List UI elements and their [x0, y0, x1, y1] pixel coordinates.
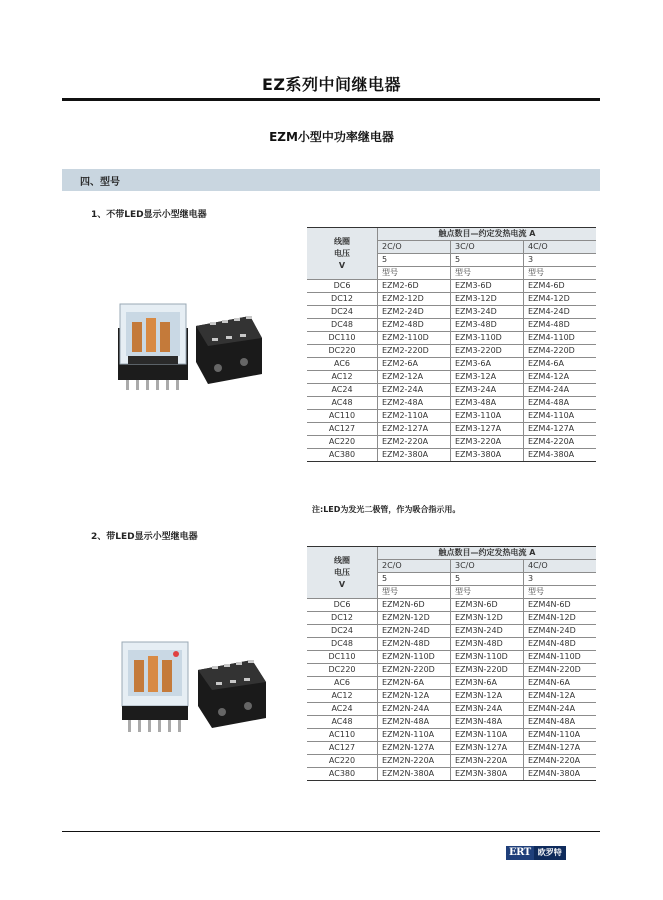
coil-voltage-header: 线圈 电压 V: [307, 547, 378, 599]
model-cell: EZM2N-127A: [378, 742, 451, 755]
model-cell: EZM3N-24D: [451, 625, 524, 638]
rated-current: 3: [524, 254, 597, 267]
model-cell: EZM2-12A: [378, 371, 451, 384]
table-row: [307, 755, 596, 768]
voltage-cell: AC48: [307, 716, 378, 729]
section-heading: 四、型号: [80, 177, 120, 188]
table-row: [307, 280, 596, 293]
led-note: 注:LED为发光二极管，作为吸合指示用。: [312, 505, 461, 514]
model-cell: EZM2N-6A: [378, 677, 451, 690]
table-row: [307, 345, 596, 358]
voltage-cell: AC48: [307, 397, 378, 410]
voltage-cell: DC24: [307, 625, 378, 638]
table-row: [307, 612, 596, 625]
section-band: [62, 169, 600, 191]
model-label: 型号: [524, 586, 597, 599]
model-cell: EZM3N-48A: [451, 716, 524, 729]
model-cell: EZM2-48A: [378, 397, 451, 410]
table-row: [307, 332, 596, 345]
table1-heading: 1、不带LED显示小型继电器: [91, 210, 207, 220]
contact-config: 4C/O: [524, 560, 597, 573]
model-cell: EZM2N-220A: [378, 755, 451, 768]
contact-config: 4C/O: [524, 241, 597, 254]
table-row: [307, 423, 596, 436]
model-cell: EZM4N-380A: [524, 768, 597, 781]
model-cell: EZM2-220D: [378, 345, 451, 358]
model-cell: EZM2-12D: [378, 293, 451, 306]
model-cell: EZM3N-48D: [451, 638, 524, 651]
model-cell: EZM2-110A: [378, 410, 451, 423]
model-cell: EZM4N-24D: [524, 625, 597, 638]
model-cell: EZM4N-127A: [524, 742, 597, 755]
voltage-cell: AC110: [307, 729, 378, 742]
voltage-cell: DC48: [307, 319, 378, 332]
table-row: [307, 625, 596, 638]
voltage-cell: DC48: [307, 638, 378, 651]
model-cell: EZM4N-12D: [524, 612, 597, 625]
model-cell: EZM2N-24D: [378, 625, 451, 638]
contact-config: 2C/O: [378, 241, 451, 254]
table-row: [307, 690, 596, 703]
voltage-cell: AC24: [307, 703, 378, 716]
model-cell: EZM3N-380A: [451, 768, 524, 781]
model-cell: EZM3-220D: [451, 345, 524, 358]
contact-config: 2C/O: [378, 560, 451, 573]
table-row: [307, 729, 596, 742]
brand-logo: [506, 846, 566, 860]
model-cell: EZM3N-12D: [451, 612, 524, 625]
table-row: [307, 293, 596, 306]
model-cell: EZM2N-12D: [378, 612, 451, 625]
model-cell: EZM4N-48D: [524, 638, 597, 651]
model-label: 型号: [524, 267, 597, 280]
model-cell: EZM2N-110A: [378, 729, 451, 742]
voltage-cell: DC220: [307, 345, 378, 358]
table-row: [307, 319, 596, 332]
model-cell: EZM4N-110D: [524, 651, 597, 664]
model-cell: EZM3-380A: [451, 449, 524, 462]
voltage-cell: DC220: [307, 664, 378, 677]
contact-config: 3C/O: [451, 241, 524, 254]
model-cell: EZM2N-24A: [378, 703, 451, 716]
voltage-cell: AC6: [307, 677, 378, 690]
table2-heading: 2、带LED显示小型继电器: [91, 532, 198, 542]
model-cell: EZM4-12D: [524, 293, 597, 306]
voltage-cell: AC127: [307, 742, 378, 755]
model-cell: EZM3N-127A: [451, 742, 524, 755]
model-cell: EZM4-127A: [524, 423, 597, 436]
table-row: [307, 742, 596, 755]
table-row: [307, 397, 596, 410]
table-row: [307, 599, 596, 612]
model-table-with-led: [307, 546, 596, 781]
model-table-no-led: [307, 227, 596, 462]
model-cell: EZM3-24D: [451, 306, 524, 319]
model-cell: EZM4-6D: [524, 280, 597, 293]
model-cell: EZM4N-220A: [524, 755, 597, 768]
contact-current-header: 触点数目—约定发热电流 A: [378, 547, 597, 560]
contact-config: 3C/O: [451, 560, 524, 573]
voltage-cell: AC6: [307, 358, 378, 371]
model-cell: EZM4-110A: [524, 410, 597, 423]
logo-text: 欧罗特: [534, 846, 566, 860]
voltage-cell: DC24: [307, 306, 378, 319]
model-cell: EZM3-6D: [451, 280, 524, 293]
model-cell: EZM2N-12A: [378, 690, 451, 703]
table-row: [307, 449, 596, 462]
model-cell: EZM3N-6A: [451, 677, 524, 690]
rated-current: 5: [378, 573, 451, 586]
model-cell: EZM4N-48A: [524, 716, 597, 729]
model-cell: EZM2-127A: [378, 423, 451, 436]
page-subtitle: EZM小型中功率继电器: [269, 130, 394, 144]
model-cell: EZM2-6A: [378, 358, 451, 371]
model-cell: EZM2N-6D: [378, 599, 451, 612]
model-cell: EZM4-110D: [524, 332, 597, 345]
model-cell: EZM4-48D: [524, 319, 597, 332]
model-cell: EZM2-48D: [378, 319, 451, 332]
model-cell: EZM3N-110A: [451, 729, 524, 742]
model-cell: EZM3-220A: [451, 436, 524, 449]
voltage-cell: AC380: [307, 768, 378, 781]
model-cell: EZM3-110A: [451, 410, 524, 423]
table-row: [307, 651, 596, 664]
voltage-cell: DC110: [307, 651, 378, 664]
voltage-cell: DC6: [307, 280, 378, 293]
model-cell: EZM3N-220A: [451, 755, 524, 768]
model-cell: EZM4-220D: [524, 345, 597, 358]
voltage-cell: DC12: [307, 293, 378, 306]
model-cell: EZM3-24A: [451, 384, 524, 397]
model-cell: EZM4-6A: [524, 358, 597, 371]
voltage-cell: DC12: [307, 612, 378, 625]
table-row: [307, 384, 596, 397]
model-cell: EZM3-110D: [451, 332, 524, 345]
table-row: [307, 703, 596, 716]
voltage-cell: AC24: [307, 384, 378, 397]
table-row: [307, 436, 596, 449]
model-cell: EZM2N-380A: [378, 768, 451, 781]
table-row: [307, 664, 596, 677]
model-cell: EZM2N-48D: [378, 638, 451, 651]
model-cell: EZM4-24A: [524, 384, 597, 397]
model-cell: EZM4-48A: [524, 397, 597, 410]
model-cell: EZM2N-48A: [378, 716, 451, 729]
voltage-cell: AC12: [307, 371, 378, 384]
model-cell: EZM3N-24A: [451, 703, 524, 716]
model-cell: EZM2-110D: [378, 332, 451, 345]
model-cell: EZM3-6A: [451, 358, 524, 371]
model-cell: EZM4-24D: [524, 306, 597, 319]
logo-letters: ERT: [506, 846, 534, 860]
table-row: [307, 716, 596, 729]
model-cell: EZM3-48D: [451, 319, 524, 332]
voltage-cell: AC380: [307, 449, 378, 462]
model-cell: EZM3N-12A: [451, 690, 524, 703]
model-cell: EZM4N-24A: [524, 703, 597, 716]
model-cell: EZM3N-110D: [451, 651, 524, 664]
model-cell: EZM2N-220D: [378, 664, 451, 677]
model-cell: EZM4N-110A: [524, 729, 597, 742]
table-row: [307, 677, 596, 690]
model-cell: EZM2-24A: [378, 384, 451, 397]
model-cell: EZM2-220A: [378, 436, 451, 449]
voltage-cell: AC220: [307, 755, 378, 768]
relay-led-photo: [112, 636, 272, 746]
model-cell: EZM4N-12A: [524, 690, 597, 703]
model-cell: EZM2-6D: [378, 280, 451, 293]
model-cell: EZM4-12A: [524, 371, 597, 384]
model-label: 型号: [378, 267, 451, 280]
table-row: [307, 410, 596, 423]
contact-current-header: 触点数目—约定发热电流 A: [378, 228, 597, 241]
table-row: [307, 358, 596, 371]
model-label: 型号: [378, 586, 451, 599]
model-cell: EZM3-12D: [451, 293, 524, 306]
page-title: EZ系列中间继电器: [261, 75, 402, 94]
model-cell: EZM4N-6A: [524, 677, 597, 690]
table-row: [307, 371, 596, 384]
model-cell: EZM2-24D: [378, 306, 451, 319]
model-cell: EZM3-127A: [451, 423, 524, 436]
model-cell: EZM4-380A: [524, 449, 597, 462]
model-label: 型号: [451, 586, 524, 599]
voltage-cell: DC6: [307, 599, 378, 612]
model-cell: EZM3N-6D: [451, 599, 524, 612]
rated-current: 5: [451, 254, 524, 267]
led-indicator: [173, 651, 179, 657]
table-row: [307, 768, 596, 781]
rated-current: 3: [524, 573, 597, 586]
model-label: 型号: [451, 267, 524, 280]
footer-rule: [62, 831, 600, 832]
model-cell: EZM4N-220D: [524, 664, 597, 677]
table-row: [307, 638, 596, 651]
model-cell: EZM4N-6D: [524, 599, 597, 612]
socket-base: [198, 660, 266, 728]
rated-current: 5: [451, 573, 524, 586]
model-cell: EZM3N-220D: [451, 664, 524, 677]
voltage-cell: AC127: [307, 423, 378, 436]
table-row: [307, 306, 596, 319]
voltage-cell: AC220: [307, 436, 378, 449]
model-cell: EZM2N-110D: [378, 651, 451, 664]
model-cell: EZM2-380A: [378, 449, 451, 462]
rated-current: 5: [378, 254, 451, 267]
relay-photo: [110, 298, 270, 398]
coil-voltage-header: 线圈 电压 V: [307, 228, 378, 280]
voltage-cell: AC110: [307, 410, 378, 423]
socket-base: [196, 316, 262, 384]
voltage-cell: DC110: [307, 332, 378, 345]
voltage-cell: AC12: [307, 690, 378, 703]
model-cell: EZM3-48A: [451, 397, 524, 410]
model-cell: EZM4-220A: [524, 436, 597, 449]
model-cell: EZM3-12A: [451, 371, 524, 384]
title-rule: [62, 98, 600, 101]
